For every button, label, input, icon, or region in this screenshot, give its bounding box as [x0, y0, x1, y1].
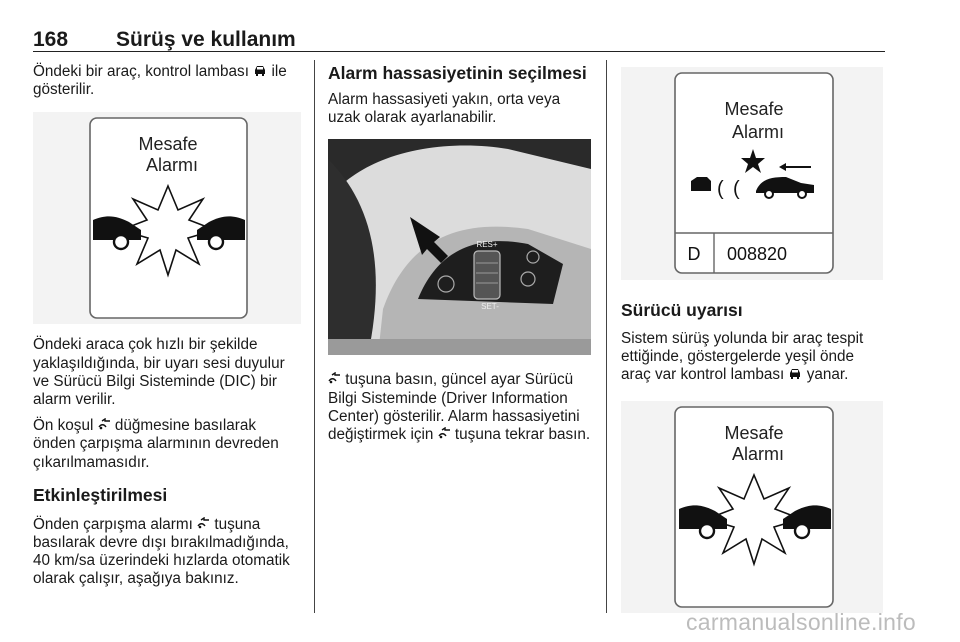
car-front-icon [788, 368, 802, 379]
gear-indicator: D [687, 244, 701, 264]
intro-paragraph: Öndeki bir araç, kontrol lambası ile gösterilir. [33, 63, 287, 99]
fig-label-2: Alarmı [145, 155, 199, 176]
column-divider-1 [314, 60, 315, 613]
activation-paragraph: Önden çarpışma alarmı tuşuna basılarak devre dışı bırakılmadığında, 40 km/sa üzerindeki hızlarda otomatik olarak çalışır, aşağıya bakınız. [33, 515, 290, 588]
warning-paragraph: Öndeki araca çok hızlı bir şekilde yaklaşıldığında, bir uyarı sesi duyulur ve Sürücü Bilgi Sisteminde (DIC) bir alarm verilir. [33, 336, 285, 409]
column-1 [33, 63, 301, 589]
dic-label-2: Alarmı [731, 122, 785, 142]
collision-button-icon [438, 427, 451, 439]
car-front-icon [253, 65, 267, 76]
column-3 [621, 63, 885, 613]
collision-button-icon [98, 418, 111, 430]
collision-button-icon [328, 372, 341, 384]
odometer-value: 008820 [726, 244, 788, 264]
activation-heading: Etkinleştirilmesi [33, 484, 168, 505]
distance-alarm-figure-2 [621, 401, 883, 613]
header-rule [33, 51, 885, 52]
set-label: SET- [481, 302, 499, 312]
page-header [33, 26, 885, 52]
instruction-paragraph: tuşuna basın, güncel ayar Sürücü Bilgi Sisteminde (Driver Information Center) gösterilir. Alarm hassasiyetini değiştirmek için tuşuna tekrar basın. [328, 371, 591, 444]
dic-label-1: Mesafe [724, 99, 784, 119]
watermark: carmanualsonline.info [685, 609, 916, 635]
page-title: Sürüş ve kullanım [116, 28, 296, 51]
column-2 [328, 63, 594, 444]
dic-display-figure [621, 67, 883, 280]
res-label: RES+ [476, 240, 498, 250]
page-number: 168 [33, 28, 69, 51]
precondition-paragraph: Ön koşul düğmesine basılarak önden çarpışma alarmının devreden çıkarılmamasıdır. [33, 417, 279, 471]
fig-label-1: Mesafe [138, 134, 198, 155]
fig2-label-2: Alarmı [731, 443, 785, 464]
fig2-label-1: Mesafe [724, 422, 784, 443]
column-divider-2 [606, 60, 607, 613]
scroll-wheel [474, 251, 500, 299]
collision-button-icon [197, 517, 210, 529]
steering-wheel-figure [328, 139, 591, 355]
driver-warning-paragraph: Sistem sürüş yolunda bir araç tespit ettiğinde, göstergelerde yeşil önde araç var kontrol lambası yanar. [621, 330, 864, 384]
svg-text:(: ( [717, 178, 724, 200]
driver-warning-heading: Sürücü uyarısı [621, 300, 743, 320]
sensitivity-paragraph: Alarm hassasiyeti yakın, orta veya uzak olarak ayarlanabilir. [328, 91, 561, 127]
car-front-icon [691, 177, 711, 191]
sensitivity-heading: Alarm hassasiyetinin seçilmesi [328, 63, 587, 83]
svg-text:(: ( [733, 178, 740, 200]
distance-alarm-figure [33, 112, 301, 324]
